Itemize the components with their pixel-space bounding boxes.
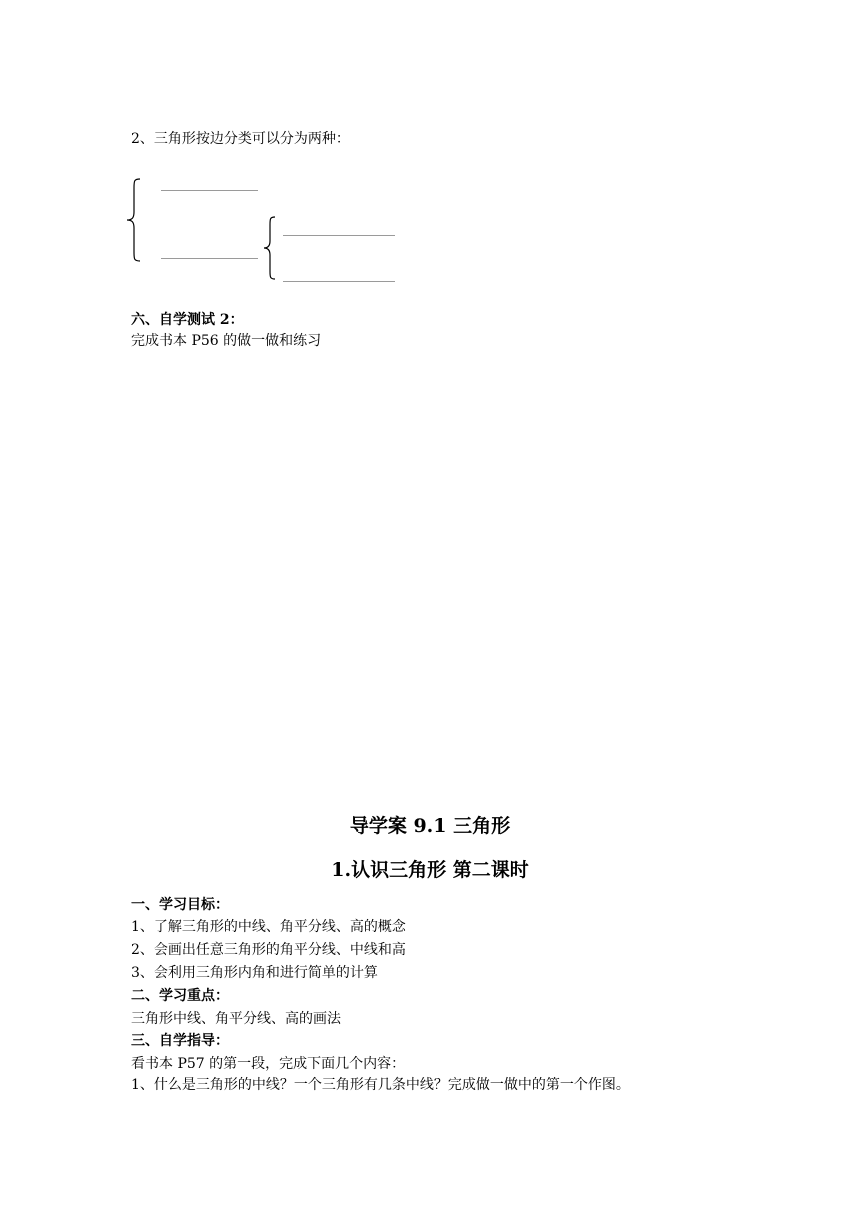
key-points-content: 三角形中线、角平分线、高的画法 [131, 1011, 341, 1027]
blank-line-subcategory-2[interactable] [283, 281, 395, 282]
blank-line-category-1[interactable] [161, 190, 258, 191]
key-points-heading: 二、学习重点： [131, 988, 229, 1004]
self-study-guidance-heading: 三、自学指导： [131, 1033, 229, 1049]
blank-line-category-2[interactable] [161, 258, 258, 259]
inner-brace [261, 216, 279, 280]
learning-goal-item: 2、会画出任意三角形的角平分线、中线和高 [131, 942, 406, 958]
blank-line-subcategory-1[interactable] [283, 235, 395, 236]
lesson-title: 导学案 9.1 三角形 [349, 815, 511, 837]
learning-goals-heading: 一、学习目标： [131, 897, 229, 913]
learning-goal-item: 3、会利用三角形内角和进行简单的计算 [131, 965, 378, 981]
outer-brace [124, 178, 144, 262]
classification-question: 2、三角形按边分类可以分为两种： [131, 131, 350, 147]
self-study-question-1: 1、什么是三角形的中线？一个三角形有几条中线？完成做一做中的第一个作图。 [131, 1077, 630, 1093]
self-test-2-heading: 六、自学测试 2： [131, 312, 244, 328]
lesson-subtitle: 1.认识三角形 第二课时 [331, 859, 529, 881]
self-test-2-content: 完成书本 P56 的做一做和练习 [131, 333, 322, 349]
self-study-guidance-intro: 看书本 P57 的第一段，完成下面几个内容： [131, 1056, 406, 1072]
learning-goal-item: 1、了解三角形的中线、角平分线、高的概念 [131, 919, 406, 935]
